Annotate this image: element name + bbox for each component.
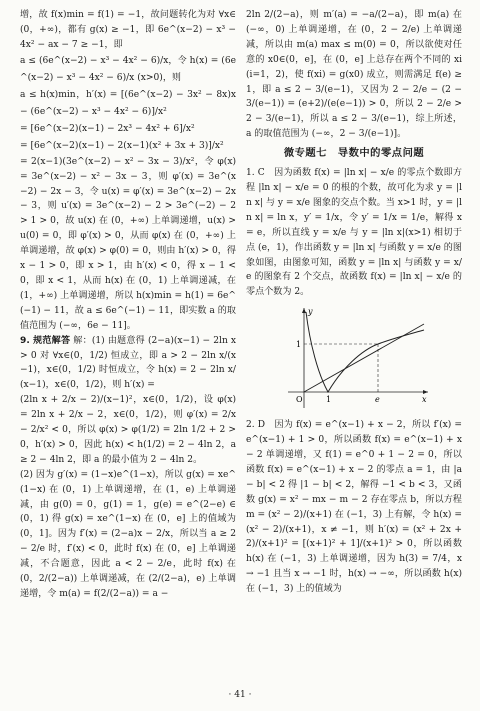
section-title: 微专题七 导数中的零点问题 (283, 147, 425, 160)
problem-9-intro (20, 334, 236, 394)
left-paragraph: (2) 因为 g′(x) = (1−x)e^(1−x)，所以 g(x) = xe^(1−x) 在 (0，1) 上单调递增，在 (1，e) 上单调递减，由 g(0) = 0，g(1) = 1，g(e) = e^(2−e) ∈ (0，1) 得 g(x) = xe^(1−x) 在 (0，e] 上的值域为 (0，1]。因为 f′(x) = (2−a)x − 2/x，所以当 a ≥ 2 − 2/e 时，f′(x) < 0，此时 f(x) 在 (0，e] 上单调递减，不合题意，因此 a < 2 − 2/e，此时 f(x) 在 (0，2/(2−a)) 上单调递减，在 (2/(2−a)，e) 上单调递增，令 m(a) = f(2/(2−a)) = a − (20, 469, 236, 599)
x-axis-arrow-icon (423, 390, 428, 394)
problem-9-label: 9. 规范解答 (20, 335, 71, 346)
left-paragraph: 增，故 f(x)min = f(1) = −1，故问题转化为对 ∀x∈(0，+∞)，都有 g(x) ≥ −1，即 6e^(x−2) − x³ − 4x² − ax − 7 ≥ −1，即 (20, 10, 236, 50)
left-paragraph: = [6e^(x−2)(x−1) − 2(x−1)(x² + 3x + 3)]/x² (20, 140, 224, 151)
x-tick-label: e (375, 395, 380, 405)
right-paragraph: 2ln 2/(2−a)，则 m′(a) = −a/(2−a)，即 m(a) 在 (−∞，0) 上单调递增，在 (0，2 − 2/e) 上单调递减，所以由 m(a) max ≤ m(0) = 0，所以欲使对任意的 x0∈(0，e]，在 (0，e] 上总存在两个不同的 xi (i=1，2)，使 f(xi) = g(x0) 成立，则需满足 f(e) ≥ 1，即 a ≤ 2 − 3/(e−1)，又因为 2 − 2/e − (2 − 3/(e−1)) = (e+2)/(e(e−1)) > 0，所以 2 − 2/e > 2 − 3/(e−1)，所以 a ≤ 2 − 3/(e−1)，综上所述，a 的取值范围为 (−∞，2 − 3/(e−1)]。 (246, 10, 462, 140)
left-paragraph: a ≤ (6e^(x−2) − x³ − 4x² − 6)/x，令 h(x) = (6e^(x−2) − x³ − 4x² − 6)/x (x>0)，则 (20, 55, 236, 83)
problem-2-solution: 2. D 因为 f(x) = e^(x−1) + x − 2，所以 f′(x) = e^(x−1) + 1 > 0，所以函数 f(x) = e^(x−1) + x − 2 单调递增，又 f(1) = e^0 + 1 − 2 = 0，所以函数 f(x) = e^(x−1) + x − 2 的零点 a = 1，由 |a − b| < 2 得 |1 − b| < 2，解得 −1 < b < 3，又函数 g(x) = x² − mx − m − 2 存在零点 b，所以方程 m = (x² − 2)/(x+1) 在 (−1，3) 上有解，令 h(x) = (x² − 2)/(x+1)，x ≠ −1，则 h′(x) = (x² + 2x + 2)/(x+1)² = [(x+1)² + 1]/(x+1)² > 0，所以函数 h(x) 在 (−1，3) 上单调递增，因为 h(3) = 7/4，x → −1 且当 x → −1 时，h(x) → −∞，所以函数 h(x) 在 (−1，3) 上的值域为 (246, 420, 462, 595)
right-column (246, 8, 462, 597)
y-axis-arrow-icon (302, 308, 306, 313)
problem-9-text: 解：(1) 由题意得 (2−a)(x−1) − 2ln x > 0 对 ∀x∈(0，1/2) 恒成立，即 a > 2 − 2ln x/(x−1)，x∈(0，1/2) 时恒成立，令 h(x) = 2 − 2ln x/(x−1)，x∈(0，1/2)，则 h′(x) = (20, 335, 236, 391)
left-paragraph: a ≤ h(x)min，h′(x) = [(6e^(x−2) − 3x² − 8x)x − (6e^(x−2) − x³ − 4x² − 6)]/x² (20, 89, 236, 117)
line-y-x-over-e (304, 324, 424, 392)
problem-1-solution: 1. C 因为函数 f(x) = |ln x| − x/e 的零点个数即方程 |ln x| − x/e = 0 的根的个数，故可化为求 y = |ln x| 与 y = x/e 图象的交点个数。当 x>1 时，y = |ln x| = ln x，y′ = 1/x，令 y′ = 1/x = 1/e，解得 x = e，所以直线 y = x/e 与 y = |ln x|(x>1) 相切于点 (e，1)，作出函数 y = |ln x| 与函数 y = x/e 的图象如图，由图象可知，函数 y = |ln x| 与函数 y = x/e 的图象有 2 个交点，故函数 f(x) = |ln x| − x/e 的零点个数为 2。 (246, 168, 462, 298)
left-column (20, 8, 236, 602)
x-tick-label: 1 (326, 395, 332, 405)
x-axis-label: x (422, 395, 427, 405)
page-number: · 41 · (228, 690, 252, 700)
y-tick-label: 1 (296, 340, 302, 350)
function-graph-figure (246, 304, 462, 414)
left-paragraph: (2ln x + 2/x − 2)/(x−1)²，x∈(0，1/2)，设 φ(x) = 2ln x + 2/x − 2，x∈(0，1/2)，则 φ′(x) = 2/x − 2/x² < 0，所以 φ(x) > φ(1/2) = 2ln 1/2 + 2 > 0，h′(x) > 0，因此 h(x) < h(1/2) = 2 − 4ln 2，a ≥ 2 − 4ln 2，即 a 的最小值为 2 − 4ln 2。 (20, 395, 236, 465)
y-axis-label: y (308, 307, 313, 317)
abs-ln-curve (306, 312, 424, 392)
origin-label: O (296, 395, 303, 405)
left-paragraph: = [6e^(x−2)(x−1) − 2x³ − 4x² + 6]/x² (20, 123, 195, 134)
graph-svg (282, 304, 432, 412)
left-paragraph: = 2(x−1)(3e^(x−2) − x² − 3x − 3)/x²，令 φ(x) = 3e^(x−2) − x² − 3x − 3，则 φ′(x) = 3e^(x−2) − 2x − 3，令 u(x) = φ′(x) = 3e^(x−2) − 2x − 3，则 u′(x) = 3e^(x−2) − 2 > 3e^(−2) − 2 > 1 > 0，故 u(x) 在 (0，+∞) 上单调递增，u(x) > u(0) = 0，即 φ′(x) > 0，从而 φ(x) 在 (0，+∞) 上单调递增，故 φ(x) > φ(0) = 0，则由 h′(x) > 0，得 x − 1 > 0，即 x > 1，由 h′(x) < 0，得 x − 1 < 0，即 x < 1，从而 h(x) 在 (0，1) 上单调递减，在 (1，+∞) 上单调递增，所以 h(x)min = h(1) = 6e^(−1) − 11，故 a ≤ 6e^(−1) − 11，即实数 a 的取值范围为 (−∞，6e − 11]。 (20, 156, 236, 331)
